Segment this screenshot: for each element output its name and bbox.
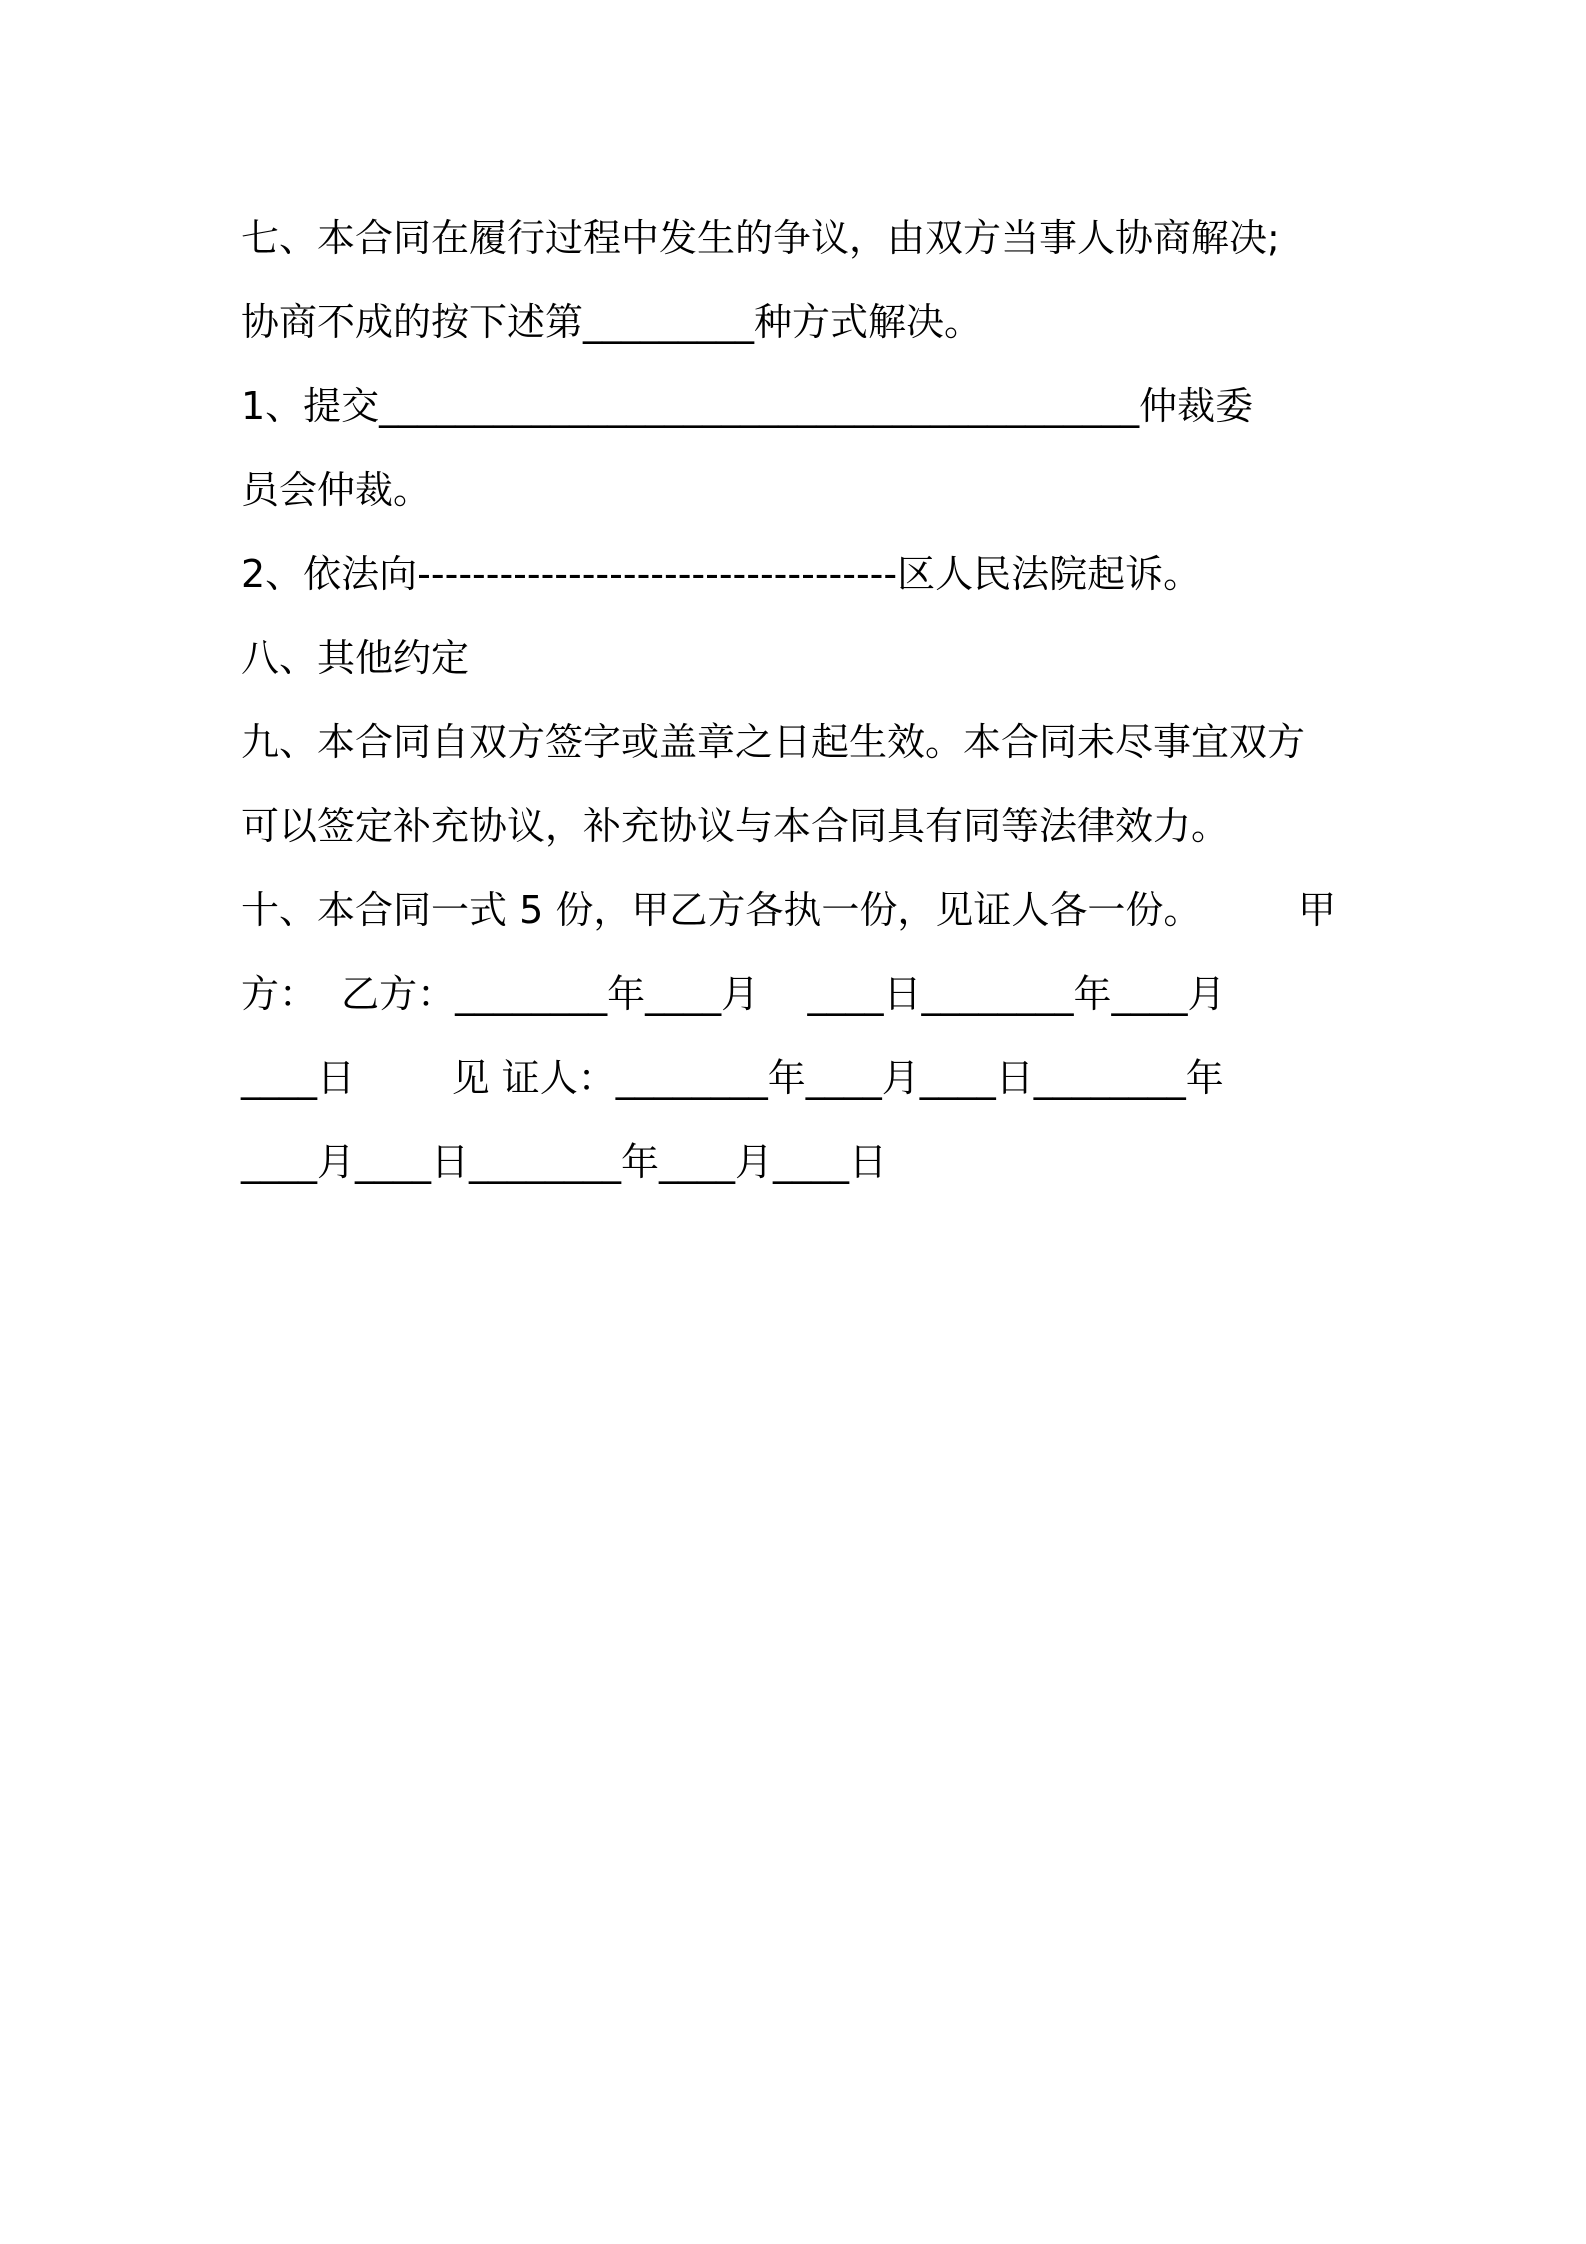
signature-line-1: 方： 乙方：________年____月 ____日________年____月 — [241, 972, 1226, 1016]
signature-line-3: ____月____日________年____月____日 — [241, 1140, 888, 1184]
option-2-line: 2、依法向-----------------------------------区人民法院起诉。 — [241, 552, 1202, 596]
option-1-line-2: 员会仲裁。 — [241, 468, 432, 512]
signature-line-2: ____日 见 证人：________年____月____日________年 — [241, 1056, 1224, 1100]
clause-10-line: 十、本合同一式 5 份，甲乙方各执一份，见证人各一份。 甲 — [241, 888, 1336, 932]
clause-8-line: 八、其他约定 — [241, 636, 470, 680]
clause-9-line-2: 可以签定补充协议，补充协议与本合同具有同等法律效力。 — [241, 804, 1230, 848]
clause-9-line-1: 九、本合同自双方签字或盖章之日起生效。本合同未尽事宜双方 — [241, 720, 1306, 764]
clause-7-line-1: 七、本合同在履行过程中发生的争议，由双方当事人协商解决; — [241, 216, 1280, 260]
clause-7-line-2: 协商不成的按下述第_________种方式解决。 — [241, 300, 983, 344]
option-1-line-1: 1、提交________________________________________仲裁委 — [241, 384, 1254, 428]
document-body — [241, 196, 1351, 1204]
